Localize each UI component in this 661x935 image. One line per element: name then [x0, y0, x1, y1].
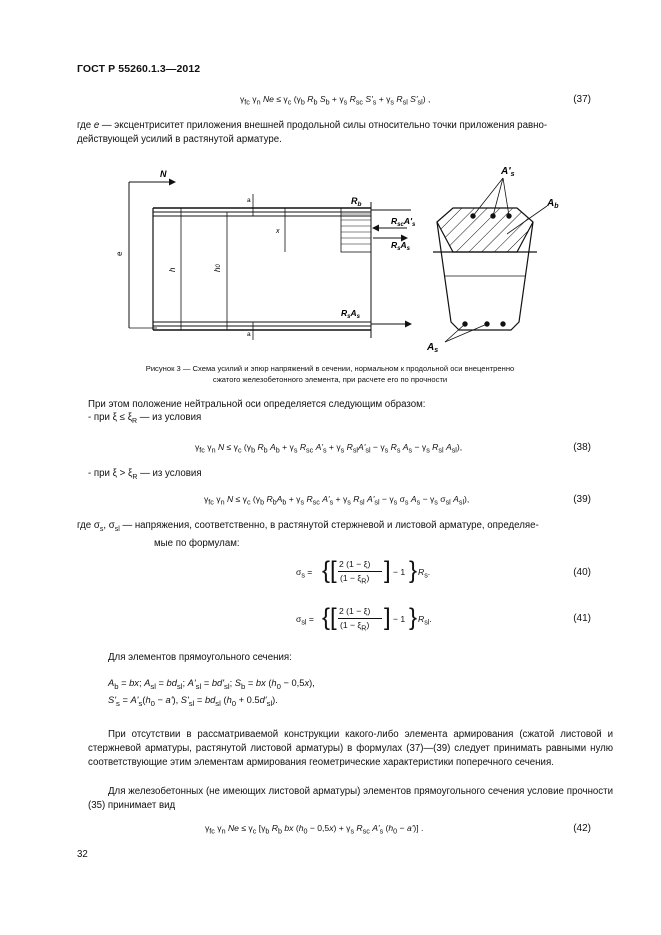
para-absent-reinforcement: При отсутствии в рассматриваемой конструкции какого-либо элемента армирования (сжатой листовой и стержневой арматуры, растянутой листовой арматуры) в формулах (37)—(39) следует принимать равными нулю соответствующие этим элементам армирования геометрические характеристики поперечного сечения. — [88, 729, 613, 768]
formula-40-number: (40) — [573, 567, 591, 578]
as-label: $A_s$ — [427, 342, 439, 354]
n-label: N — [160, 169, 167, 179]
e-label: e — [115, 251, 124, 256]
condition-2-text: - при $\xi > \xi_R$ — из условия — [88, 468, 202, 481]
leader-lines — [445, 178, 547, 342]
formula-39: $\gamma_{fc}$ $\gamma_n$ $N \le \gamma_c$ ($\gamma_b$ $R_bA_b + \gamma_s$ $R_{sc}$ $A'_s + \gamma_s$ $R_{sl}$ $A'_{sl} - \gamma_s$ $\sigma_s$ $A_s - \gamma_s$ $\sigma_{sl}$ $A_{sl}$), — [204, 494, 470, 507]
a-label-bottom: a — [247, 331, 251, 338]
stress-block — [341, 208, 371, 252]
rect-line-2: $S'_s = A'_s(h_0 - a')$, $S'_{sl} = bd_{sl}$ $(h_0 + 0.5d'_{sl})$. — [108, 695, 278, 708]
h-label: h — [168, 267, 177, 272]
neutral-axis-text: При этом положение нейтральной оси определяется следующим образом: — [88, 399, 426, 410]
where-sigma-text: где $\sigma_s$, $\sigma_{sl}$ — напряжения, соответственно, в растянутой стержневой и листовой арматуре, определяе- мые по формулам: — [77, 520, 539, 549]
formula-40-numerator: 2 (1 − ξ) — [339, 559, 371, 569]
rb-label: $R_b$ — [351, 196, 362, 208]
as-prime-label: $A'_s$ — [501, 166, 515, 178]
figure-caption-line-2: сжатого железобетонного элемента, при расчете его по прочности — [212, 374, 448, 384]
rs-label-mid: $R_sA_s$ — [391, 240, 410, 252]
standard-header: ГОСТ Р 55260.1.3—2012 — [77, 63, 201, 75]
stress-block-hatch — [341, 214, 371, 244]
formula-38: $\gamma_{fc}$ $\gamma_n$ $N \le \gamma_c$ ($\gamma_b$ $R_b$ $A_b + \gamma_s$ $R_{sc}$ $A'_s + \gamma_s$ $R_{sl}A'_{sl} - \gamma_s$ $R_s$ $A_s - \gamma_s$ $R_{sl}$ $A_{sl}$), — [195, 442, 463, 455]
formula-42: $\gamma_{fc}$ $\gamma_n$ $Ne \le \gamma_c$ [$\gamma_b$ $R_b$ bx $(h_0 - 0,5x) + \gamma_s$ $R_{sc}$ $A'_s$ $(h_0 - a')$] . — [205, 823, 424, 836]
beam-element — [153, 202, 371, 338]
formula-41-number: (41) — [573, 613, 591, 624]
condition-1-text: - при $\xi \le \xi_R$ — из условия — [88, 412, 202, 425]
where-e-text: где e — эксцентриситет приложения внешней продольной силы относительно точки приложения равно- действующей усилий в растянутой арматуре. — [77, 120, 548, 145]
rsc-label: $R_{sc}A'_s$ — [391, 216, 416, 228]
formula-39-number: (39) — [573, 494, 591, 505]
formula-38-number: (38) — [573, 442, 591, 453]
formula-42-number: (42) — [573, 823, 591, 834]
cross-section — [433, 208, 537, 330]
rect-line-1: $A_b$ = bx; $A_{sl} = bd_{sl}$; $A'_{sl} = bd'_{sl}$; $S_b$ = bx $(h_0 - 0,5x)$, — [108, 678, 315, 691]
figure-caption-line-1: Рисунок 3 — Схема усилий и эпюр напряжений в сечении, нормальном к продольной оси внецентренно — [145, 364, 515, 373]
figure-3-diagram — [115, 160, 585, 360]
x-label: x — [276, 228, 280, 235]
h0-label: h0 — [213, 264, 222, 272]
rect-section-text: Для элементов прямоугольного сечения: — [108, 652, 292, 663]
rs-label-bottom: $R_sA_s$ — [341, 308, 360, 320]
figure-caption — [90, 364, 570, 385]
a-label-top: a — [247, 197, 251, 204]
formula-41-numerator: 2 (1 − ξ) — [339, 606, 371, 616]
formula-37: $\gamma_{fc}$ $\gamma_n$ $Ne \le \gamma_c$ ($\gamma_b$ $R_b$ $S_b + \gamma_s$ $R_{sc}$ $S'_s + \gamma_s$ $R_{sl}$ $S'_{sl}$) , — [240, 94, 431, 107]
page-number: 32 — [77, 849, 88, 860]
formula-37-number: (37) — [573, 94, 591, 105]
para-concrete-elements: Для железобетонных (не имеющих листовой арматуры) элементов прямоугольного сечения условие прочности (35) принимает вид — [88, 786, 613, 811]
ab-label: $A_b$ — [547, 198, 559, 210]
